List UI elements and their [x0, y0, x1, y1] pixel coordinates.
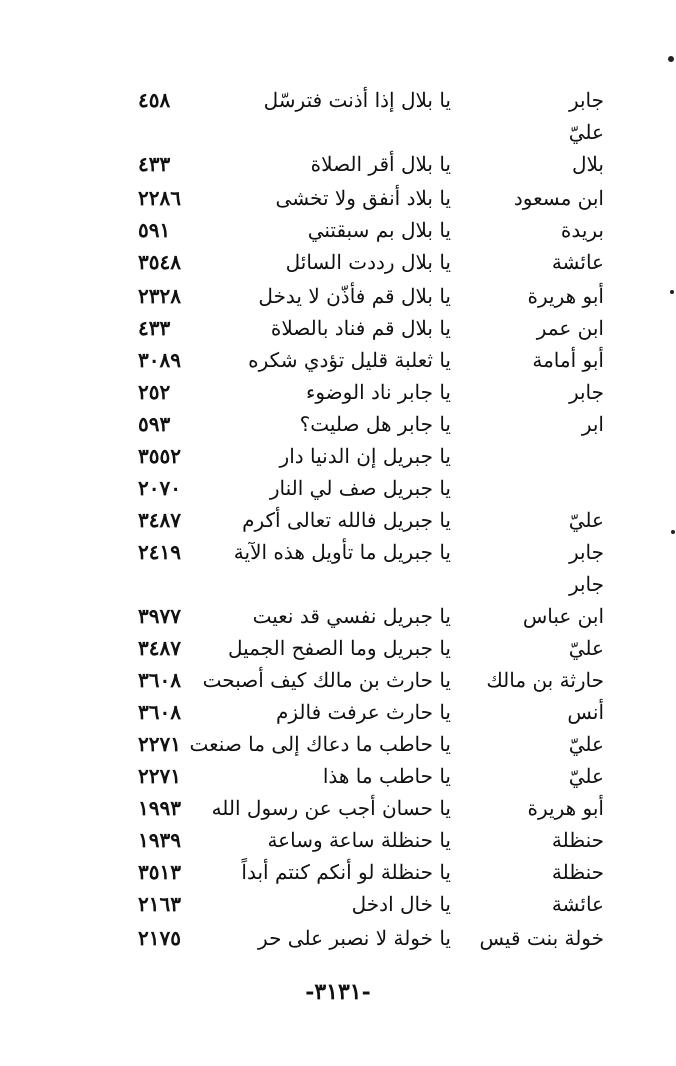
hadith-opening: يا حاطب ما دعاك إلى ما صنعت	[189, 732, 451, 756]
hadith-opening: يا جبريل إن الدنيا دار	[279, 444, 451, 468]
hadith-number: ٢٢٨٦	[138, 186, 181, 210]
index-row	[0, 696, 676, 728]
hadith-number: ٤٣٣	[138, 152, 171, 176]
narrator-name: جابر	[568, 380, 604, 404]
index-row	[0, 472, 676, 504]
index-row	[0, 440, 676, 472]
narrator-name: حارثة بن مالك	[486, 668, 604, 692]
hadith-opening: يا خولة لا نصبر على حر	[258, 926, 451, 950]
index-row	[0, 344, 676, 376]
hadith-number: ٢٠٧٠	[138, 476, 181, 500]
hadith-number: ١٩٣٩	[138, 828, 181, 852]
hadith-opening: يا جبريل وما الصفح الجميل	[227, 636, 451, 660]
narrator-name: جابر	[568, 88, 604, 112]
index-row	[0, 504, 676, 536]
hadith-opening: يا حاطب ما هذا	[322, 764, 451, 788]
hadith-opening: يا ثعلبة قليل تؤدي شكره	[248, 348, 451, 372]
narrator-name: بلال	[571, 152, 604, 176]
index-row	[0, 376, 676, 408]
hadith-opening: يا جبريل ما تأويل هذه الآية	[233, 540, 451, 564]
narrator-name: أبو أمامة	[532, 348, 604, 372]
hadith-opening: يا بلال أقر الصلاة	[310, 152, 451, 176]
hadith-number: ٣٦٠٨	[138, 668, 181, 692]
hadith-number: ٢٣٢٨	[138, 284, 181, 308]
index-row	[0, 856, 676, 888]
index-row	[0, 792, 676, 824]
hadith-number: ٣٥٥٢	[138, 444, 181, 468]
index-row	[0, 214, 676, 246]
hadith-number: ٣٩٧٧	[138, 604, 181, 628]
hadith-number: ٢٢٧١	[138, 732, 181, 756]
narrator-name: عليّ	[568, 636, 604, 660]
hadith-number: ٢١٦٣	[138, 892, 181, 916]
index-row	[0, 408, 676, 440]
hadith-number: ٢٤١٩	[138, 540, 181, 564]
narrator-name: ابن مسعود	[513, 186, 604, 210]
narrator-name: ابن عباس	[522, 604, 604, 628]
hadith-opening: يا خال ادخل	[351, 892, 451, 916]
index-row	[0, 632, 676, 664]
page-number: -٣١٣١-	[305, 979, 371, 1005]
narrator-name: أبو هريرة	[527, 796, 604, 820]
narrator-name: عائشة	[551, 892, 604, 916]
index-row	[0, 760, 676, 792]
index-row	[0, 888, 676, 920]
hadith-opening: يا حارث عرفت فالزم	[275, 700, 451, 724]
index-row	[0, 536, 676, 568]
hadith-opening: يا جبريل فالله تعالى أكرم	[242, 508, 451, 532]
hadith-number: ٥٩٣	[138, 412, 171, 436]
index-row	[0, 922, 676, 954]
hadith-opening: يا جبريل نفسي قد نعيت	[252, 604, 451, 628]
index-row	[0, 116, 676, 148]
index-row	[0, 568, 676, 600]
narrator-name: ابر	[581, 412, 604, 436]
index-row	[0, 312, 676, 344]
narrator-name: أبو هريرة	[527, 284, 604, 308]
hadith-number: ٣٥٤٨	[138, 250, 181, 274]
narrator-name: عليّ	[568, 508, 604, 532]
index-row	[0, 824, 676, 856]
narrator-name: حنظلة	[551, 828, 604, 852]
hadith-number: ٣٤٨٧	[138, 636, 181, 660]
hadith-opening: يا بلاد أنفق ولا تخشى	[275, 186, 451, 210]
hadith-number: ٥٩١	[138, 218, 171, 242]
index-row	[0, 246, 676, 278]
hadith-opening: يا حنظلة ساعة وساعة	[267, 828, 451, 852]
narrator-name: جابر	[568, 572, 604, 596]
narrator-name: بريدة	[560, 218, 604, 242]
hadith-opening: يا بلال قم فأذّن لا يدخل	[258, 284, 451, 308]
narrator-name: عليّ	[568, 764, 604, 788]
narrator-name: عليّ	[568, 732, 604, 756]
scan-speck	[668, 56, 674, 62]
narrator-name: جابر	[568, 540, 604, 564]
hadith-opening: يا بلال قم فناد بالصلاة	[270, 316, 451, 340]
hadith-opening: يا حارث بن مالك كيف أصبحت	[202, 668, 451, 692]
narrator-name: حنظلة	[551, 860, 604, 884]
hadith-number: ٣٤٨٧	[138, 508, 181, 532]
hadith-number: ٢٢٧١	[138, 764, 181, 788]
index-row	[0, 280, 676, 312]
index-row	[0, 664, 676, 696]
narrator-name: خولة بنت قيس	[479, 926, 604, 950]
hadith-number: ٣٥١٣	[138, 860, 181, 884]
hadith-opening: يا جابر ناد الوضوء	[305, 380, 451, 404]
narrator-name: عليّ	[568, 120, 604, 144]
narrator-name: أنس	[567, 700, 604, 724]
hadith-opening: يا حسان أجب عن رسول الله	[211, 796, 451, 820]
hadith-opening: يا بلال بم سبقتني	[307, 218, 451, 242]
hadith-number: ٢٥٢	[138, 380, 171, 404]
index-row	[0, 148, 676, 180]
index-row	[0, 84, 676, 116]
hadith-opening: يا جابر هل صليت؟	[299, 412, 451, 436]
hadith-number: ٤٥٨	[138, 88, 171, 112]
index-row	[0, 728, 676, 760]
hadith-number: ٣٠٨٩	[138, 348, 181, 372]
hadith-number: ٤٣٣	[138, 316, 171, 340]
hadith-opening: يا بلال إذا أذنت فترسّل	[263, 88, 451, 112]
narrator-name: عائشة	[551, 250, 604, 274]
hadith-opening: يا جبريل صف لي النار	[269, 476, 451, 500]
hadith-opening: يا حنظلة لو أنكم كنتم أبداً	[241, 860, 451, 884]
hadith-number: ٣٦٠٨	[138, 700, 181, 724]
hadith-number: ١٩٩٣	[138, 796, 181, 820]
narrator-name: ابن عمر	[536, 316, 604, 340]
hadith-opening: يا بلال رددت السائل	[285, 250, 451, 274]
hadith-number: ٢١٧٥	[138, 926, 181, 950]
index-row	[0, 600, 676, 632]
index-row	[0, 182, 676, 214]
